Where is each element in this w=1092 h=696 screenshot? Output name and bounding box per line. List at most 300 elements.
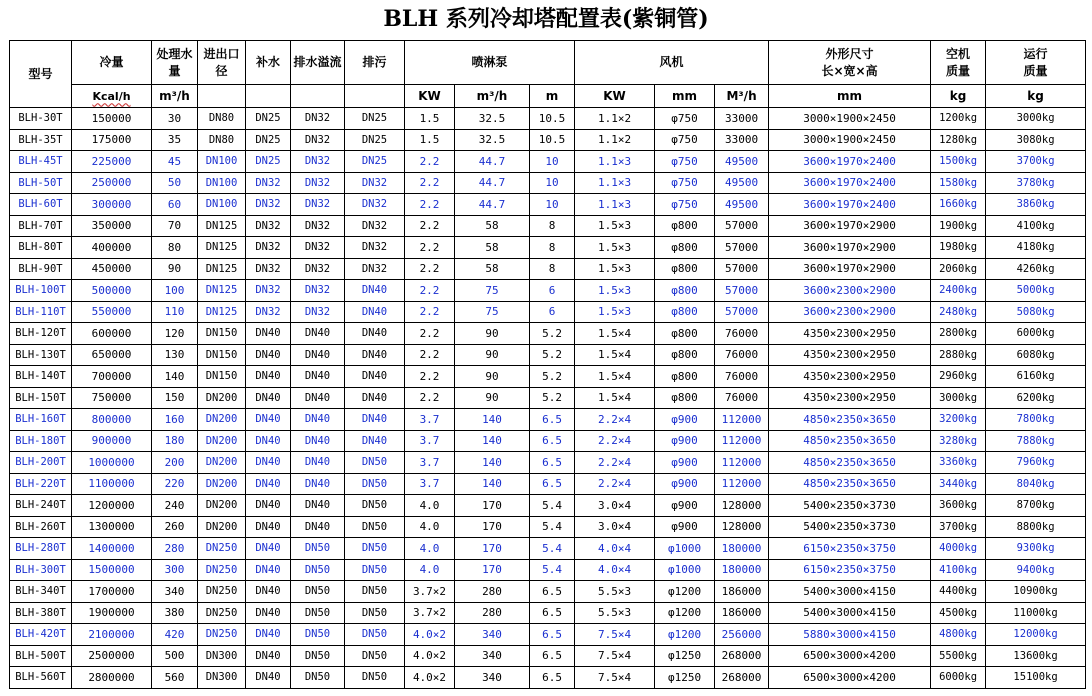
cell-fan-air: 76000 [715,366,769,388]
cell-model: BLH-35T [10,129,72,151]
cell-pump-flow: 32.5 [455,108,530,130]
cell-dims: 6500×3000×4200 [769,667,931,689]
cell-model: BLH-120T [10,323,72,345]
cell-dry-weight: 3000kg [931,387,986,409]
cell-drain: DN40 [345,323,405,345]
cell-makeup: DN32 [246,215,291,237]
cell-drain: DN50 [345,452,405,474]
cell-flow: 45 [152,151,198,173]
cell-dry-weight: 2800kg [931,323,986,345]
cell-makeup: DN40 [246,409,291,431]
cell-fan-kw: 7.5×4 [575,624,655,646]
table-row [10,194,1086,216]
cell-cooling: 900000 [72,430,152,452]
cell-fan-air: 76000 [715,344,769,366]
unit-pump-kw: KW [405,85,455,108]
cell-run-weight: 5000kg [986,280,1086,302]
cell-pump-flow: 170 [455,495,530,517]
cell-overflow: DN32 [291,258,345,280]
cell-flow: 560 [152,667,198,689]
cell-dims: 3600×2300×2900 [769,301,931,323]
cell-makeup: DN40 [246,538,291,560]
cell-cooling: 450000 [72,258,152,280]
cell-overflow: DN32 [291,172,345,194]
cell-overflow: DN40 [291,452,345,474]
cell-cooling: 500000 [72,280,152,302]
cell-fan-air: 180000 [715,538,769,560]
cell-fan-dia: φ800 [655,344,715,366]
cell-fan-kw: 7.5×4 [575,667,655,689]
cell-run-weight: 4180kg [986,237,1086,259]
cell-makeup: DN40 [246,559,291,581]
cell-fan-dia: φ800 [655,366,715,388]
cell-flow: 150 [152,387,198,409]
cell-drain: DN50 [345,473,405,495]
cell-overflow: DN32 [291,280,345,302]
cell-drain: DN25 [345,151,405,173]
cell-fan-dia: φ800 [655,258,715,280]
cell-model: BLH-280T [10,538,72,560]
cell-model: BLH-130T [10,344,72,366]
cell-fan-air: 57000 [715,258,769,280]
cell-makeup: DN40 [246,430,291,452]
cell-cooling: 1100000 [72,473,152,495]
cell-pump-kw: 2.2 [405,366,455,388]
cell-run-weight: 8040kg [986,473,1086,495]
cell-makeup: DN40 [246,645,291,667]
cell-model: BLH-180T [10,430,72,452]
cell-overflow: DN40 [291,516,345,538]
cell-inout: DN200 [198,387,246,409]
cell-dims: 6150×2350×3750 [769,538,931,560]
cell-flow: 70 [152,215,198,237]
cell-inout: DN200 [198,452,246,474]
cell-inout: DN250 [198,538,246,560]
cell-dry-weight: 3600kg [931,495,986,517]
cell-dims: 4350×2300×2950 [769,323,931,345]
cell-pump-head: 8 [530,215,575,237]
cell-pump-head: 5.4 [530,538,575,560]
cell-drain: DN50 [345,602,405,624]
cell-overflow: DN50 [291,581,345,603]
cell-model: BLH-220T [10,473,72,495]
cell-drain: DN50 [345,516,405,538]
table-row [10,645,1086,667]
cell-cooling: 1900000 [72,602,152,624]
cell-fan-kw: 2.2×4 [575,452,655,474]
cell-drain: DN40 [345,344,405,366]
cell-pump-head: 5.4 [530,516,575,538]
cell-fan-dia: φ1000 [655,559,715,581]
cell-overflow: DN32 [291,194,345,216]
table-row [10,323,1086,345]
table-row [10,129,1086,151]
unit-empty-makeup [246,85,291,108]
cell-makeup: DN40 [246,624,291,646]
cell-pump-head: 6.5 [530,430,575,452]
cell-fan-dia: φ900 [655,473,715,495]
cell-pump-head: 5.2 [530,344,575,366]
cell-makeup: DN32 [246,237,291,259]
cell-drain: DN50 [345,581,405,603]
cell-dims: 3000×1900×2450 [769,129,931,151]
cell-dims: 4350×2300×2950 [769,387,931,409]
cell-fan-kw: 1.1×2 [575,108,655,130]
cell-pump-head: 6 [530,280,575,302]
cell-fan-dia: φ1000 [655,538,715,560]
cell-cooling: 300000 [72,194,152,216]
cell-fan-kw: 4.0×4 [575,538,655,560]
unit-cooling [72,85,152,108]
cell-fan-air: 268000 [715,645,769,667]
unit-flow: m³/h [152,85,198,108]
cell-cooling: 150000 [72,108,152,130]
cell-fan-kw: 2.2×4 [575,409,655,431]
cell-dims: 3600×1970×2900 [769,215,931,237]
cell-inout: DN200 [198,430,246,452]
cell-pump-head: 6.5 [530,645,575,667]
cell-dry-weight: 1200kg [931,108,986,130]
cell-drain: DN50 [345,559,405,581]
cell-fan-dia: φ900 [655,452,715,474]
cell-flow: 280 [152,538,198,560]
cell-fan-air: 49500 [715,172,769,194]
cell-inout: DN80 [198,129,246,151]
cell-run-weight: 4260kg [986,258,1086,280]
cell-fan-kw: 1.1×3 [575,194,655,216]
unit-run-weight: kg [986,85,1086,108]
cell-fan-dia: φ800 [655,237,715,259]
table-row [10,172,1086,194]
cell-makeup: DN25 [246,108,291,130]
header-fan: 风机 [575,41,769,85]
header-drain: 排污 [345,41,405,85]
cell-makeup: DN32 [246,280,291,302]
cell-cooling: 1700000 [72,581,152,603]
cell-inout: DN125 [198,258,246,280]
table-row [10,430,1086,452]
cell-run-weight: 4100kg [986,215,1086,237]
cell-pump-flow: 58 [455,215,530,237]
cell-dry-weight: 3700kg [931,516,986,538]
cell-pump-head: 5.4 [530,495,575,517]
cell-fan-dia: φ1250 [655,645,715,667]
cell-inout: DN200 [198,409,246,431]
cell-flow: 180 [152,430,198,452]
cell-cooling: 650000 [72,344,152,366]
cell-overflow: DN40 [291,344,345,366]
cell-dry-weight: 1280kg [931,129,986,151]
cell-model: BLH-200T [10,452,72,474]
unit-dry-weight: kg [931,85,986,108]
cell-pump-kw: 3.7×2 [405,602,455,624]
cell-pump-flow: 75 [455,280,530,302]
cell-pump-kw: 2.2 [405,387,455,409]
cell-dry-weight: 2400kg [931,280,986,302]
cell-dims: 5400×3000×4150 [769,602,931,624]
cell-run-weight: 11000kg [986,602,1086,624]
cell-inout: DN100 [198,194,246,216]
cell-fan-kw: 2.2×4 [575,430,655,452]
header-dims-label: 外形尺寸 [825,46,874,61]
cell-model: BLH-100T [10,280,72,302]
cell-run-weight: 3080kg [986,129,1086,151]
header-cooling: 冷量 [72,41,152,85]
table-row [10,409,1086,431]
cell-inout: DN200 [198,495,246,517]
cell-model: BLH-560T [10,667,72,689]
cell-flow: 120 [152,323,198,345]
cell-pump-kw: 4.0×2 [405,624,455,646]
cell-flow: 220 [152,473,198,495]
cell-flow: 260 [152,516,198,538]
cell-fan-air: 128000 [715,495,769,517]
cell-run-weight: 6000kg [986,323,1086,345]
cell-fan-air: 33000 [715,129,769,151]
cell-makeup: DN40 [246,602,291,624]
cell-model: BLH-60T [10,194,72,216]
cell-inout: DN200 [198,516,246,538]
cell-dry-weight: 2880kg [931,344,986,366]
cell-fan-air: 112000 [715,430,769,452]
cell-pump-kw: 3.7 [405,473,455,495]
cell-overflow: DN40 [291,495,345,517]
cell-fan-air: 57000 [715,215,769,237]
cell-pump-flow: 58 [455,237,530,259]
cell-makeup: DN32 [246,194,291,216]
cell-pump-kw: 3.7 [405,452,455,474]
cell-pump-flow: 90 [455,344,530,366]
table-row [10,151,1086,173]
cell-dry-weight: 2480kg [931,301,986,323]
cell-cooling: 2800000 [72,667,152,689]
cell-dry-weight: 4500kg [931,602,986,624]
cell-dims: 3000×1900×2450 [769,108,931,130]
cell-inout: DN125 [198,215,246,237]
unit-cooling-label: Kcal/h [92,89,131,103]
cell-run-weight: 3000kg [986,108,1086,130]
cell-overflow: DN50 [291,624,345,646]
cell-flow: 200 [152,452,198,474]
cell-cooling: 550000 [72,301,152,323]
cell-pump-head: 6 [530,301,575,323]
cell-run-weight: 12000kg [986,624,1086,646]
cell-fan-air: 186000 [715,581,769,603]
cell-drain: DN25 [345,108,405,130]
cell-pump-head: 6.5 [530,581,575,603]
cell-run-weight: 5080kg [986,301,1086,323]
cell-run-weight: 15100kg [986,667,1086,689]
cell-pump-head: 6.5 [530,624,575,646]
cell-dry-weight: 3360kg [931,452,986,474]
cell-model: BLH-240T [10,495,72,517]
cell-dry-weight: 1980kg [931,237,986,259]
cell-dims: 4850×2350×3650 [769,452,931,474]
cell-overflow: DN40 [291,430,345,452]
cell-run-weight: 9300kg [986,538,1086,560]
cell-flow: 160 [152,409,198,431]
cell-makeup: DN32 [246,258,291,280]
unit-empty-inout [198,85,246,108]
cell-pump-kw: 3.7 [405,430,455,452]
cell-pump-head: 10 [530,194,575,216]
cell-pump-flow: 44.7 [455,172,530,194]
cell-dims: 4350×2300×2950 [769,344,931,366]
table-row [10,237,1086,259]
cell-drain: DN32 [345,258,405,280]
cell-pump-flow: 340 [455,624,530,646]
cell-fan-kw: 1.5×3 [575,280,655,302]
cell-dry-weight: 2060kg [931,258,986,280]
cell-pump-head: 5.2 [530,387,575,409]
cell-model: BLH-140T [10,366,72,388]
cell-pump-flow: 140 [455,430,530,452]
cell-pump-flow: 170 [455,538,530,560]
cell-fan-kw: 3.0×4 [575,495,655,517]
cell-drain: DN40 [345,366,405,388]
header-dry-weight: 空机质量 [931,41,986,85]
cell-run-weight: 3700kg [986,151,1086,173]
cell-inout: DN300 [198,667,246,689]
cell-pump-kw: 2.2 [405,215,455,237]
cell-pump-kw: 2.2 [405,237,455,259]
cell-fan-dia: φ1200 [655,602,715,624]
cell-fan-kw: 1.5×4 [575,323,655,345]
cell-fan-kw: 7.5×4 [575,645,655,667]
cell-dry-weight: 1580kg [931,172,986,194]
header-inout: 进出口径 [198,41,246,85]
header-run-weight: 运行质量 [986,41,1086,85]
table-row [10,387,1086,409]
unit-empty-drain [345,85,405,108]
cell-model: BLH-300T [10,559,72,581]
cell-overflow: DN50 [291,538,345,560]
cell-dims: 6150×2350×3750 [769,559,931,581]
cell-fan-kw: 1.5×4 [575,366,655,388]
table-row [10,366,1086,388]
cell-cooling: 800000 [72,409,152,431]
cell-model: BLH-80T [10,237,72,259]
cell-dry-weight: 3440kg [931,473,986,495]
cell-flow: 130 [152,344,198,366]
cell-fan-kw: 3.0×4 [575,516,655,538]
cell-drain: DN50 [345,495,405,517]
cell-fan-kw: 1.1×3 [575,151,655,173]
cell-run-weight: 8700kg [986,495,1086,517]
cell-model: BLH-110T [10,301,72,323]
cell-pump-kw: 3.7×2 [405,581,455,603]
header-pump: 喷淋泵 [405,41,575,85]
cell-pump-head: 5.2 [530,323,575,345]
cell-run-weight: 9400kg [986,559,1086,581]
cell-pump-kw: 4.0×2 [405,667,455,689]
cell-fan-air: 76000 [715,387,769,409]
cell-inout: DN250 [198,602,246,624]
cell-dry-weight: 1500kg [931,151,986,173]
cell-pump-kw: 3.7 [405,409,455,431]
cell-model: BLH-260T [10,516,72,538]
cell-flow: 30 [152,108,198,130]
cell-cooling: 750000 [72,387,152,409]
cell-fan-air: 33000 [715,108,769,130]
table-row [10,258,1086,280]
cell-flow: 140 [152,366,198,388]
cell-makeup: DN40 [246,323,291,345]
cell-model: BLH-160T [10,409,72,431]
cell-fan-dia: φ750 [655,108,715,130]
cell-overflow: DN50 [291,667,345,689]
cell-fan-dia: φ750 [655,151,715,173]
cell-drain: DN50 [345,667,405,689]
cell-pump-flow: 90 [455,366,530,388]
cell-fan-air: 268000 [715,667,769,689]
cell-fan-kw: 1.1×2 [575,129,655,151]
cell-inout: DN100 [198,172,246,194]
cell-makeup: DN40 [246,344,291,366]
cell-pump-head: 5.2 [530,366,575,388]
cell-pump-kw: 4.0 [405,538,455,560]
table-row [10,473,1086,495]
cell-fan-air: 256000 [715,624,769,646]
cell-dry-weight: 1660kg [931,194,986,216]
cell-pump-kw: 1.5 [405,108,455,130]
cell-fan-air: 112000 [715,452,769,474]
cell-drain: DN40 [345,430,405,452]
cell-fan-air: 57000 [715,237,769,259]
cell-inout: DN80 [198,108,246,130]
cell-pump-head: 10.5 [530,108,575,130]
cell-dry-weight: 2960kg [931,366,986,388]
cell-overflow: DN32 [291,215,345,237]
table-row [10,280,1086,302]
cell-cooling: 1400000 [72,538,152,560]
cell-dry-weight: 4100kg [931,559,986,581]
cell-pump-flow: 140 [455,452,530,474]
cell-flow: 100 [152,280,198,302]
header-flow: 处理水量 [152,41,198,85]
cell-inout: DN250 [198,559,246,581]
cell-pump-kw: 2.2 [405,258,455,280]
cell-pump-kw: 2.2 [405,151,455,173]
table-body [10,108,1086,689]
cell-overflow: DN40 [291,409,345,431]
spec-table [9,40,1086,689]
cell-fan-dia: φ1250 [655,667,715,689]
table-row [10,516,1086,538]
cell-dims: 3600×1970×2400 [769,151,931,173]
cell-model: BLH-420T [10,624,72,646]
cell-pump-kw: 2.2 [405,323,455,345]
cell-fan-kw: 1.5×3 [575,258,655,280]
cell-flow: 380 [152,602,198,624]
cell-dims: 3600×1970×2400 [769,194,931,216]
table-row [10,602,1086,624]
table-row [10,559,1086,581]
cell-pump-kw: 1.5 [405,129,455,151]
cell-fan-kw: 2.2×4 [575,473,655,495]
unit-dims: mm [769,85,931,108]
cell-pump-head: 8 [530,237,575,259]
cell-flow: 340 [152,581,198,603]
cell-flow: 35 [152,129,198,151]
cell-dims: 5400×2350×3730 [769,495,931,517]
cell-pump-head: 6.5 [530,667,575,689]
page-title: BLH 系列冷却塔配置表(紫铜管) [383,6,709,32]
cell-run-weight: 3860kg [986,194,1086,216]
cell-inout: DN250 [198,581,246,603]
cell-dims: 4850×2350×3650 [769,473,931,495]
cell-overflow: DN50 [291,645,345,667]
